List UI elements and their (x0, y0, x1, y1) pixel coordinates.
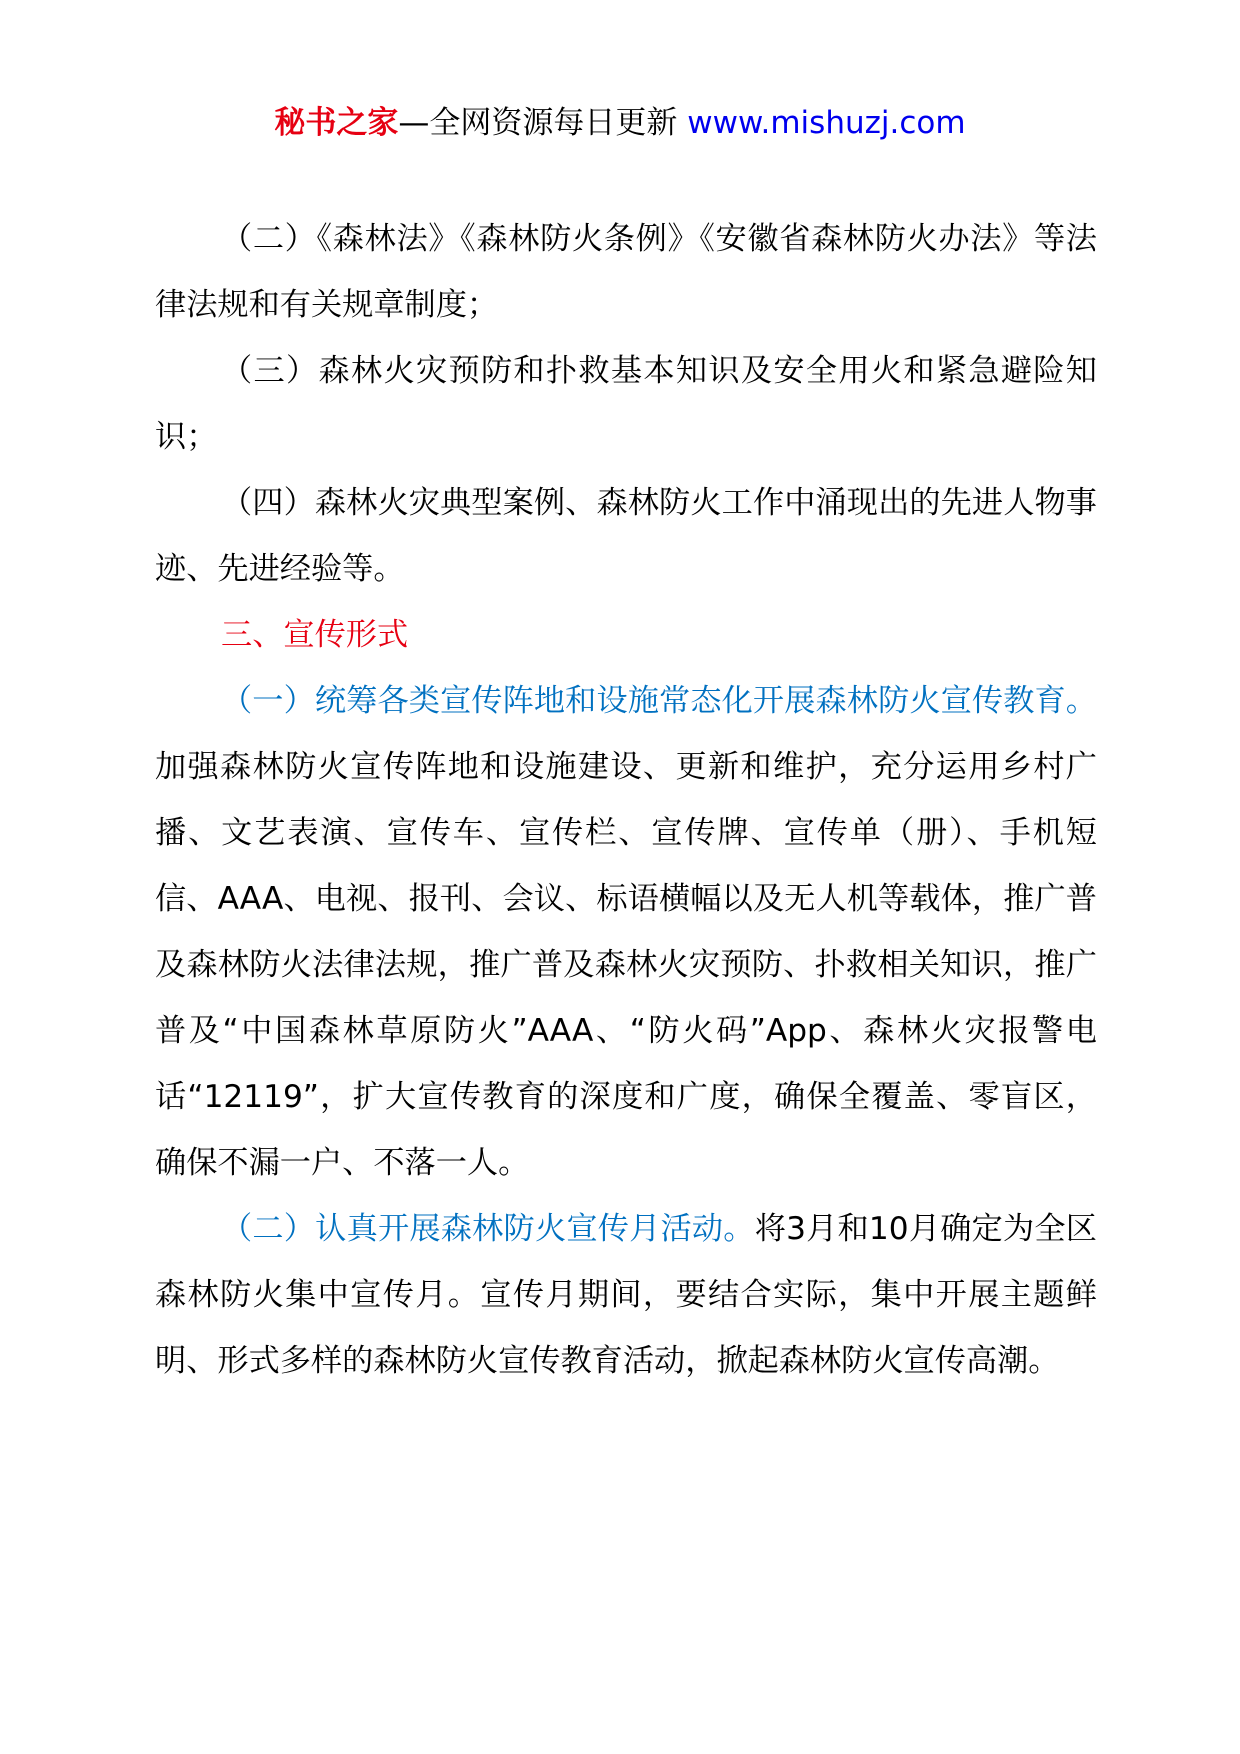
document-body (155, 206, 1097, 1394)
site-url-link[interactable]: www.mishuzj.com (687, 105, 966, 141)
paragraph-cases: （四）森林火灾典型案例、森林防火工作中涌现出的先进人物事迹、先进经验等。 (155, 485, 1097, 587)
paragraph-item-1 (155, 668, 1097, 1196)
header-tagline: —全网资源每日更新 (398, 105, 688, 141)
paragraph-laws: （二）《森林法》《森林防火条例》《安徽省森林防火办法》等法律法规和有关规章制度； (155, 221, 1097, 323)
item-2-text: 将3月和10月确定为全区森林防火集中宣传月。宣传月期间，要结合实际，集中开展主题鲜明、形式多样的森林防火宣传教育活动，掀起森林防火宣传高潮。 (155, 1211, 1097, 1379)
paragraph-knowledge: （三）森林火灾预防和扑救基本知识及安全用火和紧急避险知识； (155, 353, 1097, 455)
brand-name: 秘书之家 (274, 105, 399, 141)
item-1-lead: （一）统筹各类宣传阵地和设施常态化开展森林防火宣传教育。 (221, 683, 1097, 719)
site-header (0, 100, 1240, 146)
item-2-lead: （二）认真开展森林防火宣传月活动。 (221, 1211, 755, 1247)
section-heading: 三、宣传形式 (221, 617, 409, 653)
paragraph-item-2 (155, 1196, 1097, 1394)
item-1-text: 加强森林防火宣传阵地和设施建设、更新和维护，充分运用乡村广播、文艺表演、宣传车、宣传栏、宣传牌、宣传单（册）、手机短信、AAA、电视、报刊、会议、标语横幅以及无人机等载体，推广普及森林防火法律法规，推广普及森林火灾预防、扑救相关知识，推广普及“中国森林草原防火”AAA、“防火码”App、森林火灾报警电话“12119”，扩大宣传教育的深度和广度，确保全覆盖、零盲区，确保不漏一户、不落一人。 (155, 749, 1097, 1181)
